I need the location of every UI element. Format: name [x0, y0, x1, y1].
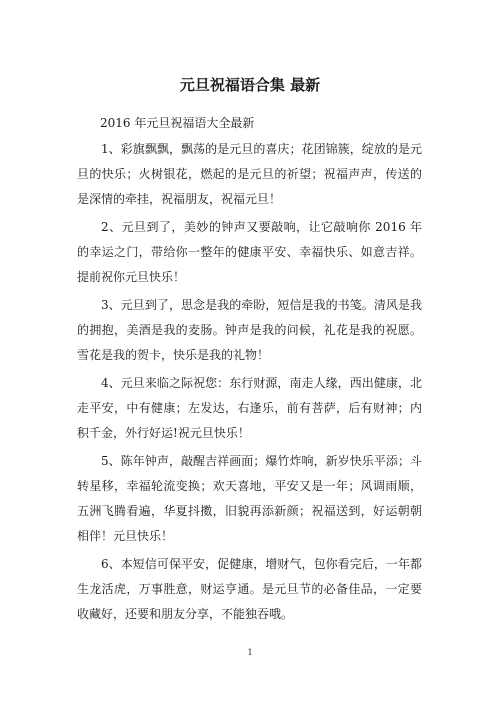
page-number: 1	[247, 648, 253, 657]
paragraph: 5、陈年钟声，敲醒吉祥画面；爆竹炸响，新岁快乐平添；斗转星移，幸福轮流变换；欢天喜地，平安又是一年；风调雨顺，五洲飞腾看遍，华夏抖擞，旧貌再添新颜；祝福送到，好运朝朝相伴！元旦快乐！	[77, 454, 422, 543]
document-title: 元旦祝福语合集 最新	[179, 76, 321, 94]
paragraph: 1、彩旗飘飘，飘荡的是元旦的喜庆；花团锦簇，绽放的是元旦的快乐；火树银花，燃起的是元旦的祈望；祝福声声，传送的是深情的牵挂，祝福朋友，祝福元旦！	[77, 142, 422, 206]
document-subtitle: 2016 年元旦祝福语大全最新	[100, 116, 255, 130]
paragraph: 3、元旦到了，思念是我的牵盼，短信是我的书笺。清风是我的拥抱，美酒是我的麦肠。钟声是我的问候，礼花是我的祝愿。雪花是我的贺卡，快乐是我的礼物！	[77, 298, 422, 362]
document-body	[77, 137, 422, 630]
paragraph: 2、元旦到了，美妙的钟声又要敲响，让它敲响你 2016 年的幸运之门，带给你一整年的健康平安、幸福快乐、如意吉祥。提前祝你元旦快乐！	[77, 220, 422, 284]
paragraph: 4、元旦来临之际祝您：东行财源，南走人缘，西出健康，北走平安，中有健康；左发达，右逢乐，前有菩萨，后有财神；内积千金，外行好运!祝元旦快乐！	[77, 376, 422, 440]
paragraph: 6、本短信可保平安，促健康，增财气，包你看完后，一年都生龙活虎，万事胜意，财运亨通。是元旦节的必备佳品，一定要收藏好，还要和朋友分享，不能独吞哦。	[77, 557, 422, 621]
